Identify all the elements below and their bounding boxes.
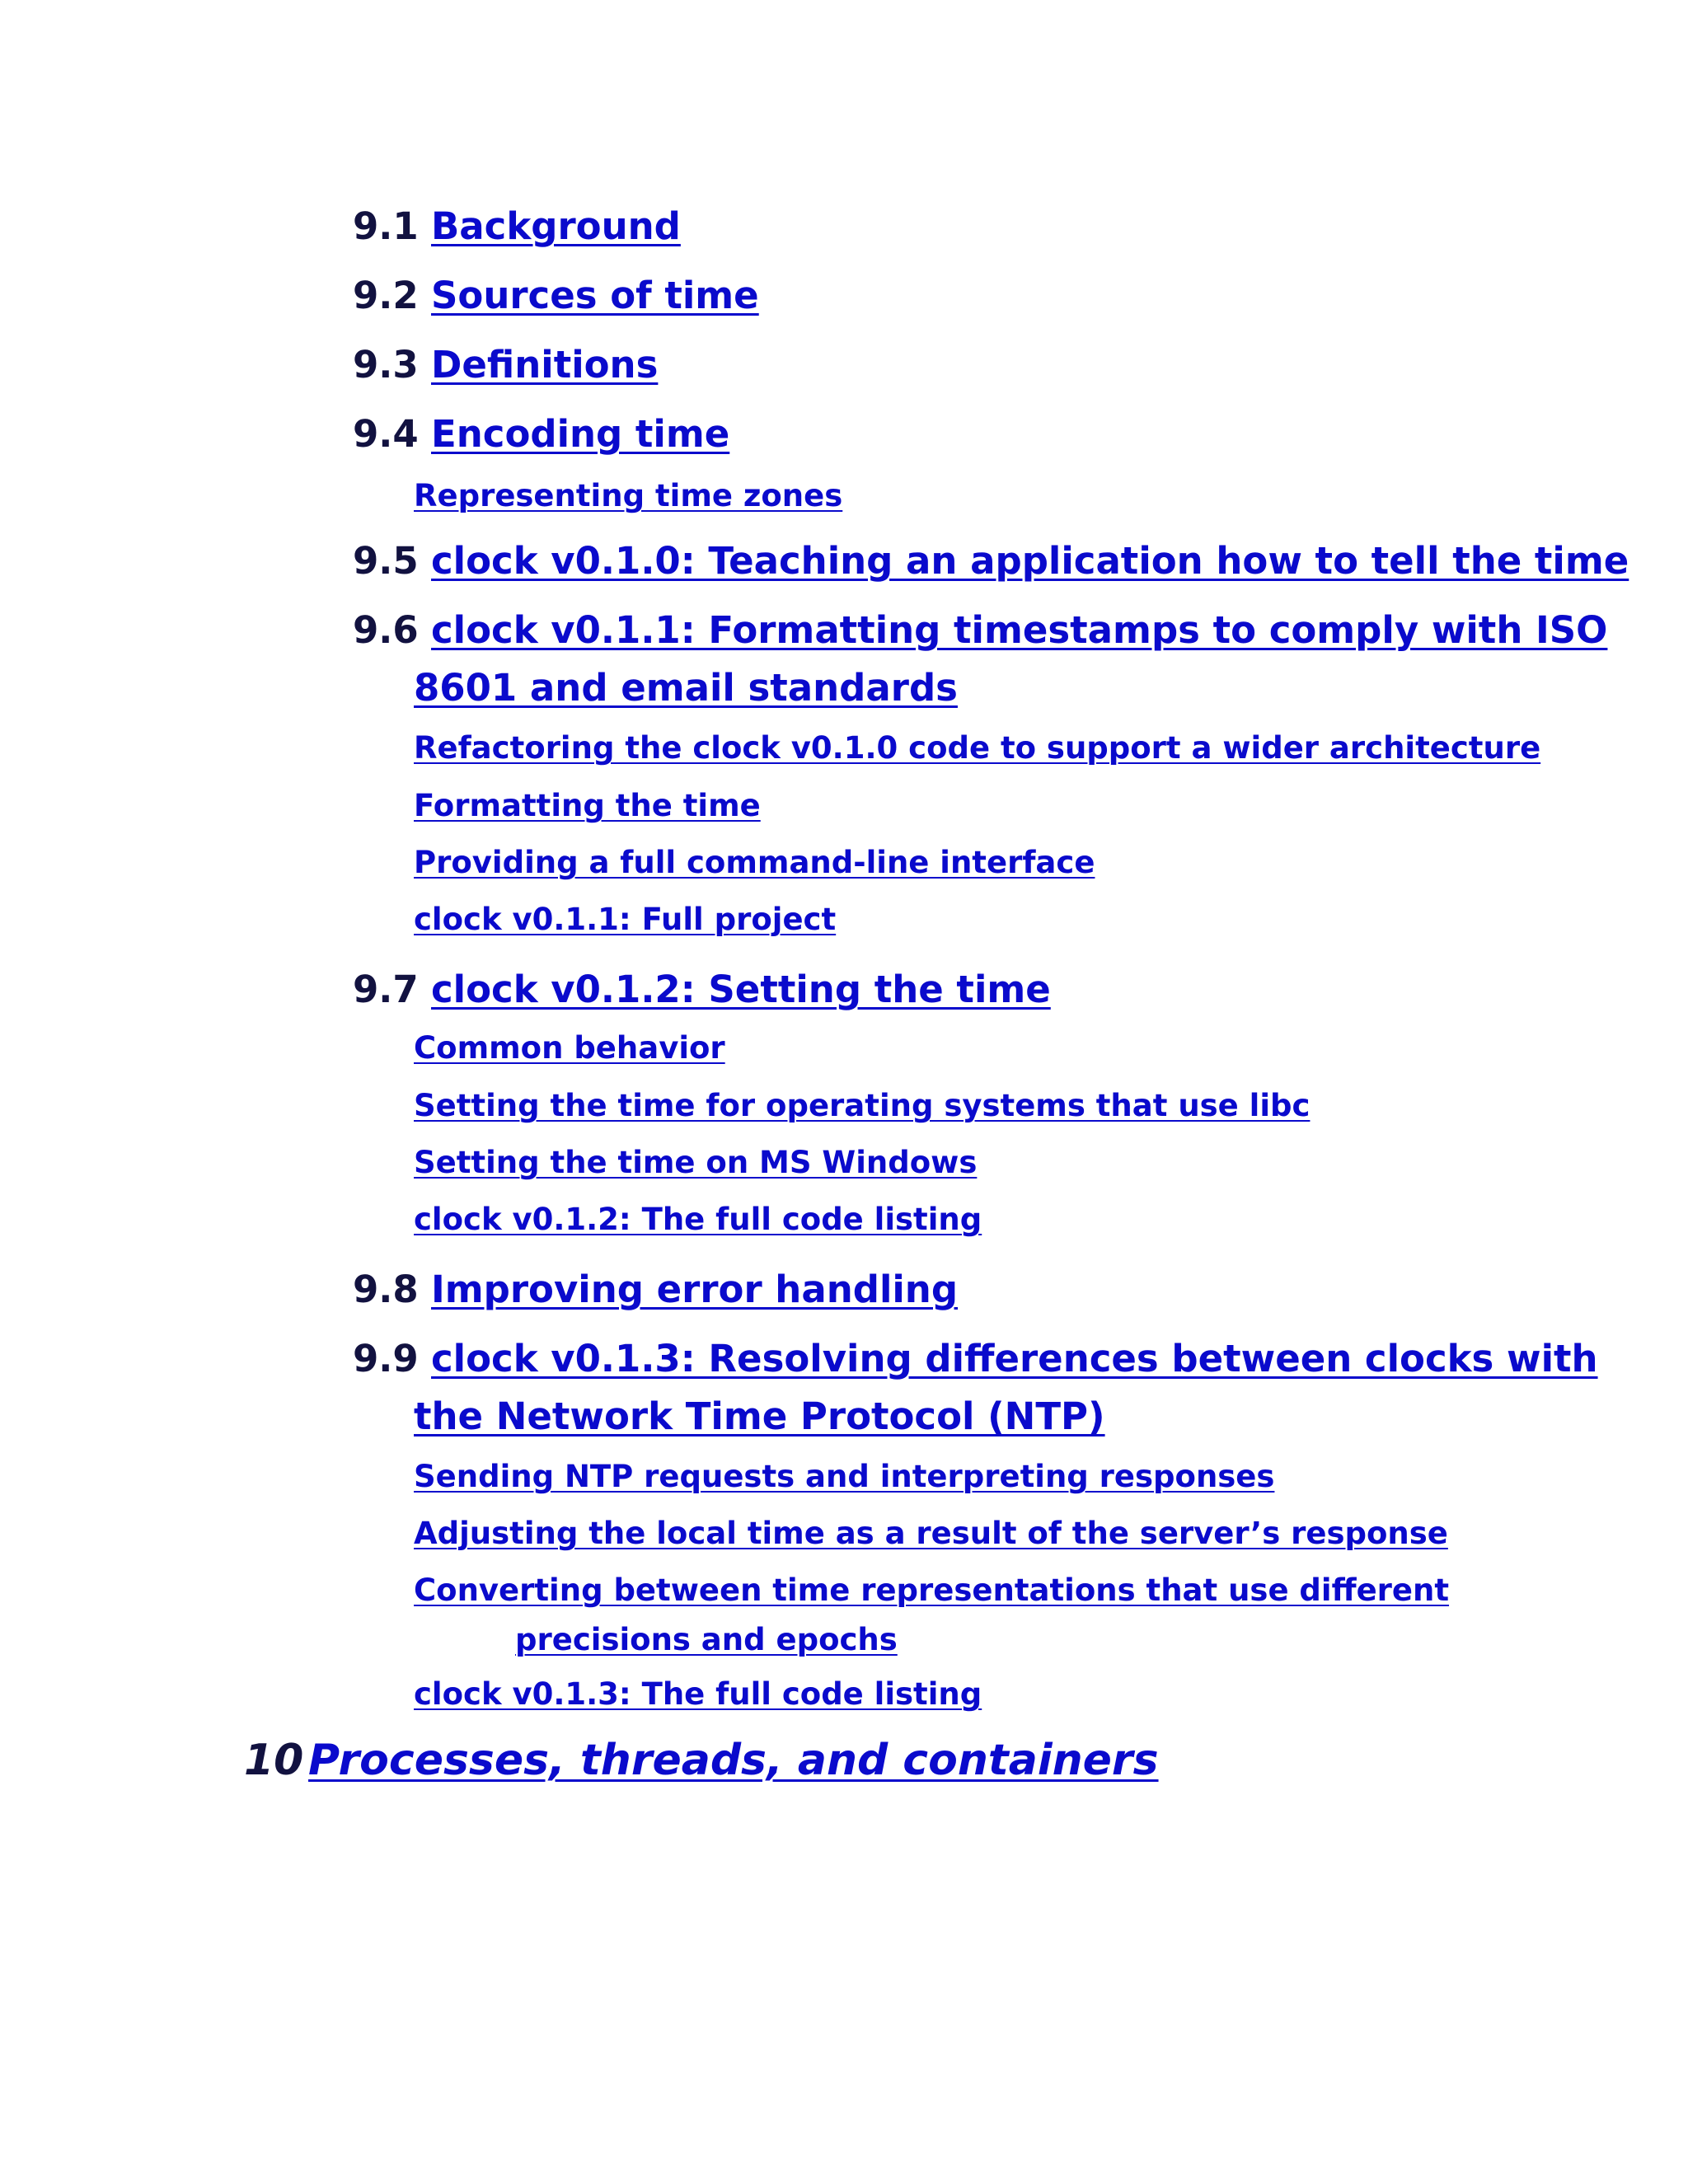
toc-link-representing-time-zones[interactable]: Representing time zones bbox=[414, 478, 843, 513]
toc-link-clock-v011-full-project[interactable]: clock v0.1.1: Full project bbox=[414, 902, 837, 937]
toc-subentry bbox=[414, 1566, 1449, 1615]
toc-link-sending-ntp-requests[interactable]: Sending NTP requests and interpreting responses bbox=[414, 1459, 1275, 1494]
toc-subentry bbox=[414, 1138, 977, 1188]
toc-link-command-line-interface[interactable]: Providing a full command-line interface bbox=[414, 845, 1095, 880]
toc-link-clock-v011-continued[interactable]: 8601 and email standards bbox=[414, 666, 958, 710]
toc-subentry bbox=[414, 781, 761, 831]
toc-subentry bbox=[414, 471, 842, 521]
toc-link-setting-time-libc[interactable]: Setting the time for operating systems that use libc bbox=[414, 1088, 1311, 1123]
toc-link-definitions[interactable]: Definitions bbox=[431, 343, 659, 387]
toc-subentry-continued bbox=[515, 1615, 898, 1665]
toc-link-encoding-time[interactable]: Encoding time bbox=[431, 412, 730, 456]
toc-link-processes-threads-containers[interactable]: Processes, threads, and containers bbox=[308, 1736, 1159, 1785]
toc-link-clock-v010[interactable]: clock v0.1.0: Teaching an application how to tell the time bbox=[431, 539, 1629, 583]
section-number: 9.8 bbox=[353, 1268, 419, 1311]
toc-subentry bbox=[414, 1195, 982, 1244]
section-number: 9.9 bbox=[353, 1337, 419, 1380]
toc-link-setting-time-windows[interactable]: Setting the time on MS Windows bbox=[414, 1145, 978, 1180]
toc-link-formatting-the-time[interactable]: Formatting the time bbox=[414, 788, 761, 823]
toc-link-clock-v013-continued[interactable]: the Network Time Protocol (NTP) bbox=[414, 1394, 1105, 1438]
toc-link-converting-time-representations[interactable]: Converting between time representations that use different bbox=[414, 1572, 1450, 1608]
toc-link-background[interactable]: Background bbox=[431, 204, 681, 248]
toc-link-clock-v011[interactable]: clock v0.1.1: Formatting timestamps to comply with ISO bbox=[431, 608, 1608, 652]
toc-link-clock-v013-listing[interactable]: clock v0.1.3: The full code listing bbox=[414, 1676, 982, 1712]
toc-link-clock-v012-listing[interactable]: clock v0.1.2: The full code listing bbox=[414, 1202, 982, 1237]
toc-subentry bbox=[414, 1509, 1448, 1558]
toc-link-converting-time-representations-continued[interactable]: precisions and epochs bbox=[515, 1622, 898, 1657]
toc-subentry bbox=[414, 1452, 1274, 1502]
toc-link-improving-error-handling[interactable]: Improving error handling bbox=[431, 1268, 959, 1311]
section-number: 9.7 bbox=[353, 968, 419, 1011]
section-number: 9.3 bbox=[353, 343, 419, 387]
toc-link-clock-v012[interactable]: clock v0.1.2: Setting the time bbox=[431, 968, 1051, 1011]
section-number: 9.1 bbox=[353, 204, 419, 248]
toc-subentry bbox=[414, 1670, 982, 1719]
toc-subentry bbox=[414, 1024, 725, 1073]
toc-subentry bbox=[414, 895, 836, 944]
section-number: 9.4 bbox=[353, 412, 419, 456]
section-number: 9.5 bbox=[353, 539, 419, 583]
section-number: 9.6 bbox=[353, 608, 419, 652]
chapter-number: 10 bbox=[244, 1736, 304, 1785]
toc-entry-9-9-continued bbox=[414, 1388, 1105, 1446]
toc-link-adjusting-local-time[interactable]: Adjusting the local time as a result of the server’s response bbox=[414, 1516, 1448, 1551]
section-number: 9.2 bbox=[353, 274, 419, 317]
toc-subentry bbox=[414, 838, 1095, 888]
toc-link-common-behavior[interactable]: Common behavior bbox=[414, 1030, 725, 1066]
toc-link-refactoring[interactable]: Refactoring the clock v0.1.0 code to support a wider architecture bbox=[414, 730, 1541, 766]
toc-link-clock-v013[interactable]: clock v0.1.3: Resolving differences between clocks with bbox=[431, 1337, 1598, 1380]
toc-subentry bbox=[414, 1081, 1310, 1131]
toc-entry-9-6-continued bbox=[414, 659, 958, 717]
toc-subentry bbox=[414, 724, 1540, 773]
toc-link-sources-of-time[interactable]: Sources of time bbox=[431, 274, 759, 317]
